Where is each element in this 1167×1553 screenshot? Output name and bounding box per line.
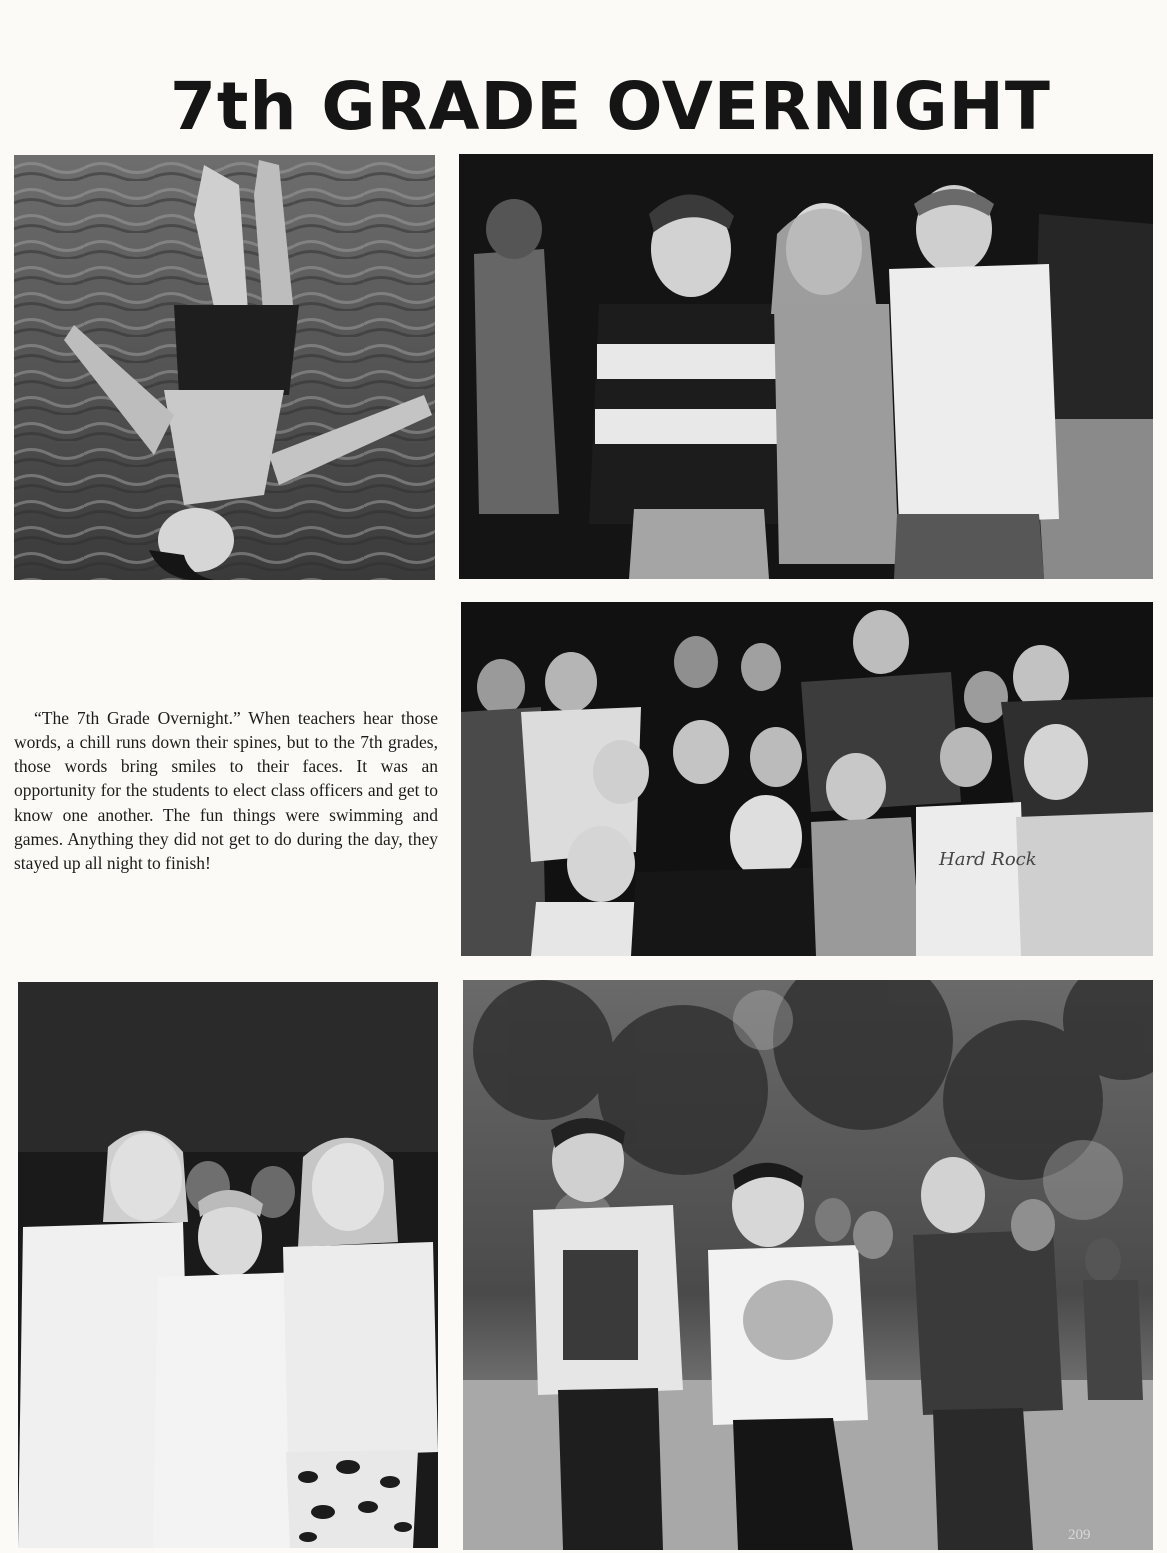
photo-students-outdoors [463, 980, 1153, 1550]
photo-students-night [459, 154, 1153, 579]
shirt-logo-text: Hard Rock [939, 849, 1037, 870]
page-title: 7th GRADE OVERNIGHT [170, 68, 1051, 145]
page-number: 209 [1068, 1527, 1091, 1543]
caption-text: “The 7th Grade Overnight.” When teachers hear those words, a chill runs down their spines, but to the 7th grades, those words bring smiles to their faces. It was an opportunity for the students to elect class officers and get to know one another. The fun things were swimming and games. Anything they did not get to do during the day, they stayed up all night to finish! [14, 707, 438, 874]
photo-boy-diving [14, 155, 435, 580]
photo-group-cheering [461, 602, 1153, 956]
photo-three-girls [18, 982, 438, 1548]
